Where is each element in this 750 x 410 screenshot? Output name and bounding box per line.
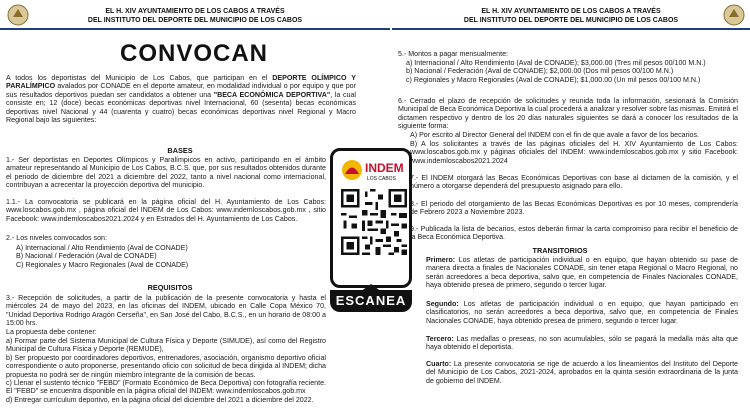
requisitos-list [6, 337, 326, 404]
intro-paragraph [6, 74, 356, 124]
transitorio-label: Tercero: [426, 335, 454, 343]
levels-list [16, 244, 326, 269]
header-line-2: DEL INSTITUTO DEL DEPORTE DEL MUNICIPIO DE LOS CABOS [87, 17, 303, 24]
requisito-item: d) Entregar currículum deportivo, en la página oficial del diciembre del 2021 a diciembre del 2022. [6, 395, 314, 404]
requisitos-title: REQUISITOS [147, 283, 193, 292]
transitorio-text: Los atletas de participación individual o en equipo, que hayan participado en clasificatorios, no serán acreedores a beca deportiva, salvo que, en competencia de Finales Nacionales CONADE, haya obtenido presea de primero, segundo o tercer lugar. [426, 300, 738, 325]
scan-label: ESCANEA [330, 290, 412, 312]
transitorio-text: Las medallas o preseas, no son acumulables, sólo se pagará la medalla más alta que haya obtenido el deportista. [426, 335, 738, 352]
intro-bold-beca: "BECA ECONÓMICA DEPORTIVA" [213, 90, 331, 99]
intro-text: avalados por CONADE en el deporte amateur, en modalidad individual o por equipo y que por sus resultados deportivos puedan ser candidatos a obtener una [6, 82, 356, 99]
intro-text: , la cual consiste en; 12 (doce) becas económicas deportivas nivel Internacional, 60 (sesenta) becas económicas deportivas nivel Nacional y 44 (cuarenta y cuatro) becas económicas deportivas nivel Regional y Macro Regional bajo las siguientes: [6, 90, 356, 125]
intro-bold-sport: DEPORTE OLÍMPICO Y PARALÍMPICO [6, 74, 356, 91]
transitorio-label: Segundo: [426, 300, 459, 308]
amounts-list [406, 59, 738, 84]
transitorio-text: Los atletas de participación individual o en equipo, que hayan obtenido su pase de manera directa a finales de Nacionales CONADE, sin tener etapa Regional o Macro Regional, no serán acreedores a beca deportiva, salvo que, en competencia de Finales Nacionales CONADE, haya obtenido presea de primero, segundo o tercer lugar. [426, 256, 738, 290]
header-right [392, 0, 750, 30]
level-item: A) Internacional / Alto Rendimiento (Aval de CONADE) [16, 244, 188, 252]
level-item: C) Regionales y Macro Regionales (Aval de CONADE) [16, 260, 189, 269]
item-8: 8.- El periodo del otorgamiento de las Becas Económicas Deportivas es por 10 meses, comprendería de Febrero 2023 a Noviembre 2023. [410, 200, 738, 217]
transitorio-primero [426, 256, 738, 290]
indem-logo [341, 157, 407, 183]
transitorio-label: Cuarto: [426, 360, 452, 368]
bases-item-1-1: 1.1.- La convocatoria se publicará en la página oficial del H. Ayuntamiento de Los Cabos: www.loscabos.gob.mx , página oficial del INDEM de Los Cabos: www.indemloscabos.gob.mx , sitio Facebook: www.indemloscabos2021.2024 y en Estrados del H. Ayuntamiento de Los Cabos. [6, 198, 326, 223]
requisito-item: c) Llenar el sustento técnico "FEBD" (Formato Económico de Beca Deportiva) con fotografía reciente. El "FEBD" se encuentra disponible en la página oficial del INDEM: www.indemloscabos.gob.mx [6, 379, 326, 396]
header-divider [392, 28, 750, 30]
requisitos-intro: La propuesta debe contener: [6, 328, 97, 336]
intro-text: A todos los deportistas del Municipio de Los Cabos, que participan en el [6, 74, 273, 82]
amount-item: b) Nacional / Federación (Aval de CONADE); $2,000.00 (Dos mil pesos 00/100 M.N.) [406, 67, 674, 76]
item-6-a: A) Por escrito al Director General del INDEM con el fin de que avale a favor de los becarios. [410, 131, 700, 139]
level-item: B) Nacional / Federación (Aval de CONADE) [16, 252, 157, 261]
header-line-1: EL H. XIV AYUNTAMIENTO DE LOS CABOS A TRAVÉS [105, 8, 285, 15]
item-6-b: B) A los solicitantes a través de las páginas oficiales del H. XIV Ayuntamiento de Los Cabos: www.loscabos.gob.mx y páginas oficiales del INDEM: www.indemloscabos.gob.mx y sitio Facebook: www.indemloscabos2021.2024 [410, 140, 738, 165]
transitorios-title: TRANSITORIOS [532, 246, 588, 255]
header-line-2: DEL INSTITUTO DEL DEPORTE DEL MUNICIPIO DE LOS CABOS [463, 17, 679, 24]
bases-item-2: 2.- Los niveles convocados son: [6, 234, 107, 242]
item-5: 5.- Montos a pagar mensualmente: [398, 50, 509, 58]
header-line-1: EL H. XIV AYUNTAMIENTO DE LOS CABOS A TRAVÉS [481, 8, 661, 15]
transitorio-tercero [426, 335, 738, 352]
qr-frame [330, 148, 412, 288]
transitorio-text: La presente convocatoria se rige de acuerdo a los lineamientos del Instituto del Deporte del Municipio de Los Cabos, 2021-2024, aprobados en la quinta sesión extraordinaria de la junta de gobierno del INDEM. [426, 360, 738, 385]
qr-code-icon[interactable] [341, 189, 407, 255]
requisitos-item-3: 3.- Recepción de solicitudes, a partir de la publicación de la presente convocatoria y hasta el miércoles 24 de mayo del 2023, en las oficinas del INDEM, ubicado en Calle Copa México 70, "Unidad Deportiva Rodrigo Aragón Cerseña", en San José del Cabo, B.C.S., en un horario de 08:00 a 15:00 hrs. [6, 294, 326, 328]
requisito-item: a) Formar parte del Sistema Municipal de Cultura Física y Deporte (SIMUDE), así como del Registro Municipal de Cultura Física y Deporte (REMUDE), [6, 337, 326, 354]
qr-card[interactable] [330, 148, 412, 318]
amount-item: a) Internacional / Alto Rendimiento (Aval de CONADE); $3,000.00 (Tres mil pesos 00/100 M.N.) [406, 59, 706, 67]
transitorio-cuarto [426, 360, 738, 385]
header-left [0, 0, 390, 30]
requisito-item: b) Ser propuesto por coordinadores deportivos, entrenadores, asociación, organismo deportivo oficial correspondiente o auto proponerse, presentando oficio con solicitud de beca dirigida al INDEM; dicha propuesta no podrá ser de ningún miembro integrante de la comisión de becas. [6, 353, 326, 379]
item-7: 7.- El INDEM otorgará las Becas Económicas Deportivas con base al dictamen de la comisión, y el número a otorgarse dependerá del presupuesto asignado para ello. [410, 174, 738, 191]
bases-title: BASES [167, 146, 193, 155]
transitorio-segundo [426, 300, 738, 325]
bases-item-1: 1.- Ser deportistas en Deportes Olímpicos y Paralímpicos en activo, participando en el ámbito amateur representando al Municipio de Los Cabos, B.C.S. que, por sus resultados obtenidos durante el periodo de diciembre del 2021 a diciembre del 2022, tanto a nivel nacional como internacional, contribuyan a acrecentar la proyección deportiva del municipio. [6, 156, 326, 190]
municipal-crest-icon [722, 3, 746, 27]
logo-text: INDEM [365, 161, 404, 175]
logo-subtext: LOS CABOS [367, 176, 396, 182]
item-6: 6.- Cerrado el plazo de recepción de solicitudes y reunida toda la información, sesionará la Comisión Municipal de Beca Económica Deportiva la cual procederá a analizar y resolver sobre las mismas. Emitirá el dictamen respectivo y dentro de los 20 días naturales siguientes se dará a conocer los resultados de la siguiente forma: [398, 97, 738, 131]
transitorio-label: Primero: [426, 256, 456, 264]
item-9: 9.- Publicada la lista de becarios, estos deberán firmar la carta compromiso para recibir el beneficio de la Beca Económica Deportiva. [410, 225, 738, 242]
amount-item: c) Regionales y Macro Regionales (Aval de CONADE); $1,000.00 (Un mil pesos 00/100 M.N.) [406, 75, 701, 84]
header-divider [0, 28, 390, 30]
page-title: CONVOCAN [120, 40, 269, 67]
